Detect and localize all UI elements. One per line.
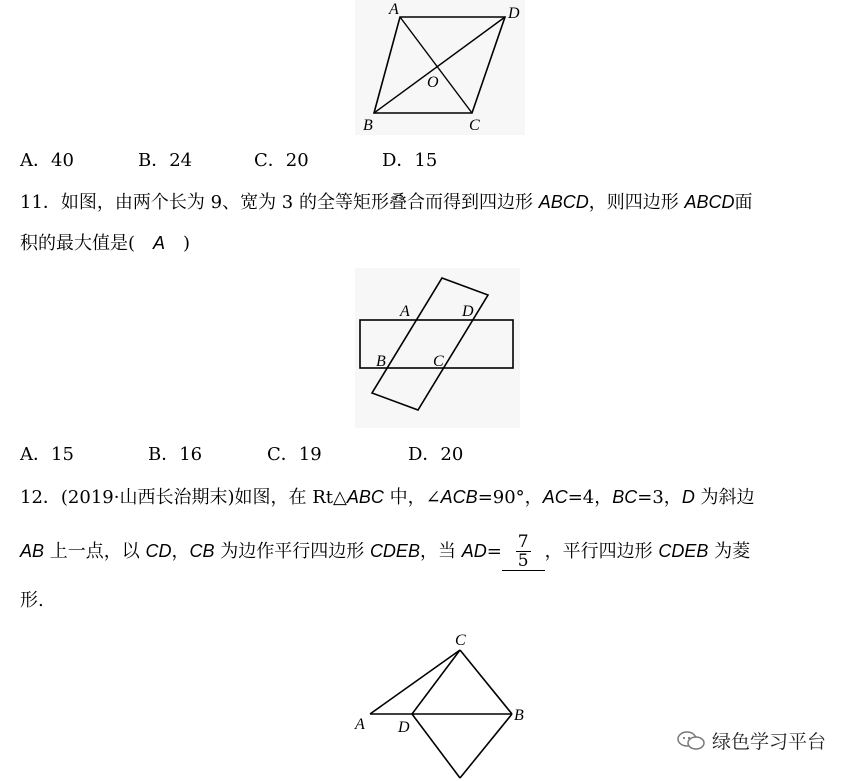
q10-option-b: B．24 [138, 150, 193, 171]
q10-option-c: C．20 [254, 150, 309, 171]
q11-figure [355, 268, 520, 428]
q10-figure [355, 0, 525, 135]
q12-answer-fraction: $\frac{7}{5}$ [517, 532, 529, 571]
q11-option-c: C．19 [267, 444, 322, 465]
q12-stem-line1: 12．(2019·山西长治期末)如图，在 Rt△ABC 中，∠ACB=90°，AC=4，BC=3，D 为斜边 [20, 487, 755, 508]
q12-stem-line3: 形. [20, 590, 44, 611]
q11-label-A: A [400, 303, 410, 320]
watermark [676, 727, 826, 754]
q11-option-a: A．15 [20, 444, 74, 465]
q10-option-a: A．40 [20, 150, 74, 171]
q11-stem-line1: 11．如图，由两个长为 9、宽为 3 的全等矩形叠合而得到四边形 ABCD，则四边形 ABCD面 [20, 192, 753, 213]
q10-label-C: C [469, 117, 480, 134]
q11-label-D: D [462, 303, 474, 320]
q11-stem-line2: 积的最大值是( A ) [20, 233, 191, 254]
q12-answer-blank [502, 533, 545, 571]
q11-label-B: B [376, 353, 386, 370]
watermark-text: 绿色学习平台 [712, 731, 827, 753]
q12-figure [345, 628, 535, 781]
q11-answer: A [153, 233, 166, 253]
q12-stem-line2: AB 上一点，以 CD，CB 为边作平行四边形 CDEB，当 AD= $\frac{7}{5}$ ，平行四边形 CDEB 为菱 [20, 532, 751, 571]
q11-option-b: B．16 [148, 444, 203, 465]
q10-label-A: A [389, 1, 399, 18]
q11-option-d: D．20 [408, 444, 464, 465]
q12-label-D: D [398, 719, 410, 736]
q11-label-C: C [433, 353, 444, 370]
q10-label-B: B [363, 117, 373, 134]
chat-bubble-icon [676, 729, 706, 753]
q10-label-D: D [508, 5, 520, 22]
q12-label-A: A [355, 716, 365, 733]
q12-label-C: C [455, 632, 466, 649]
q12-label-B: B [514, 707, 524, 724]
q10-option-d: D．15 [382, 150, 438, 171]
q10-label-O: O [427, 74, 439, 91]
